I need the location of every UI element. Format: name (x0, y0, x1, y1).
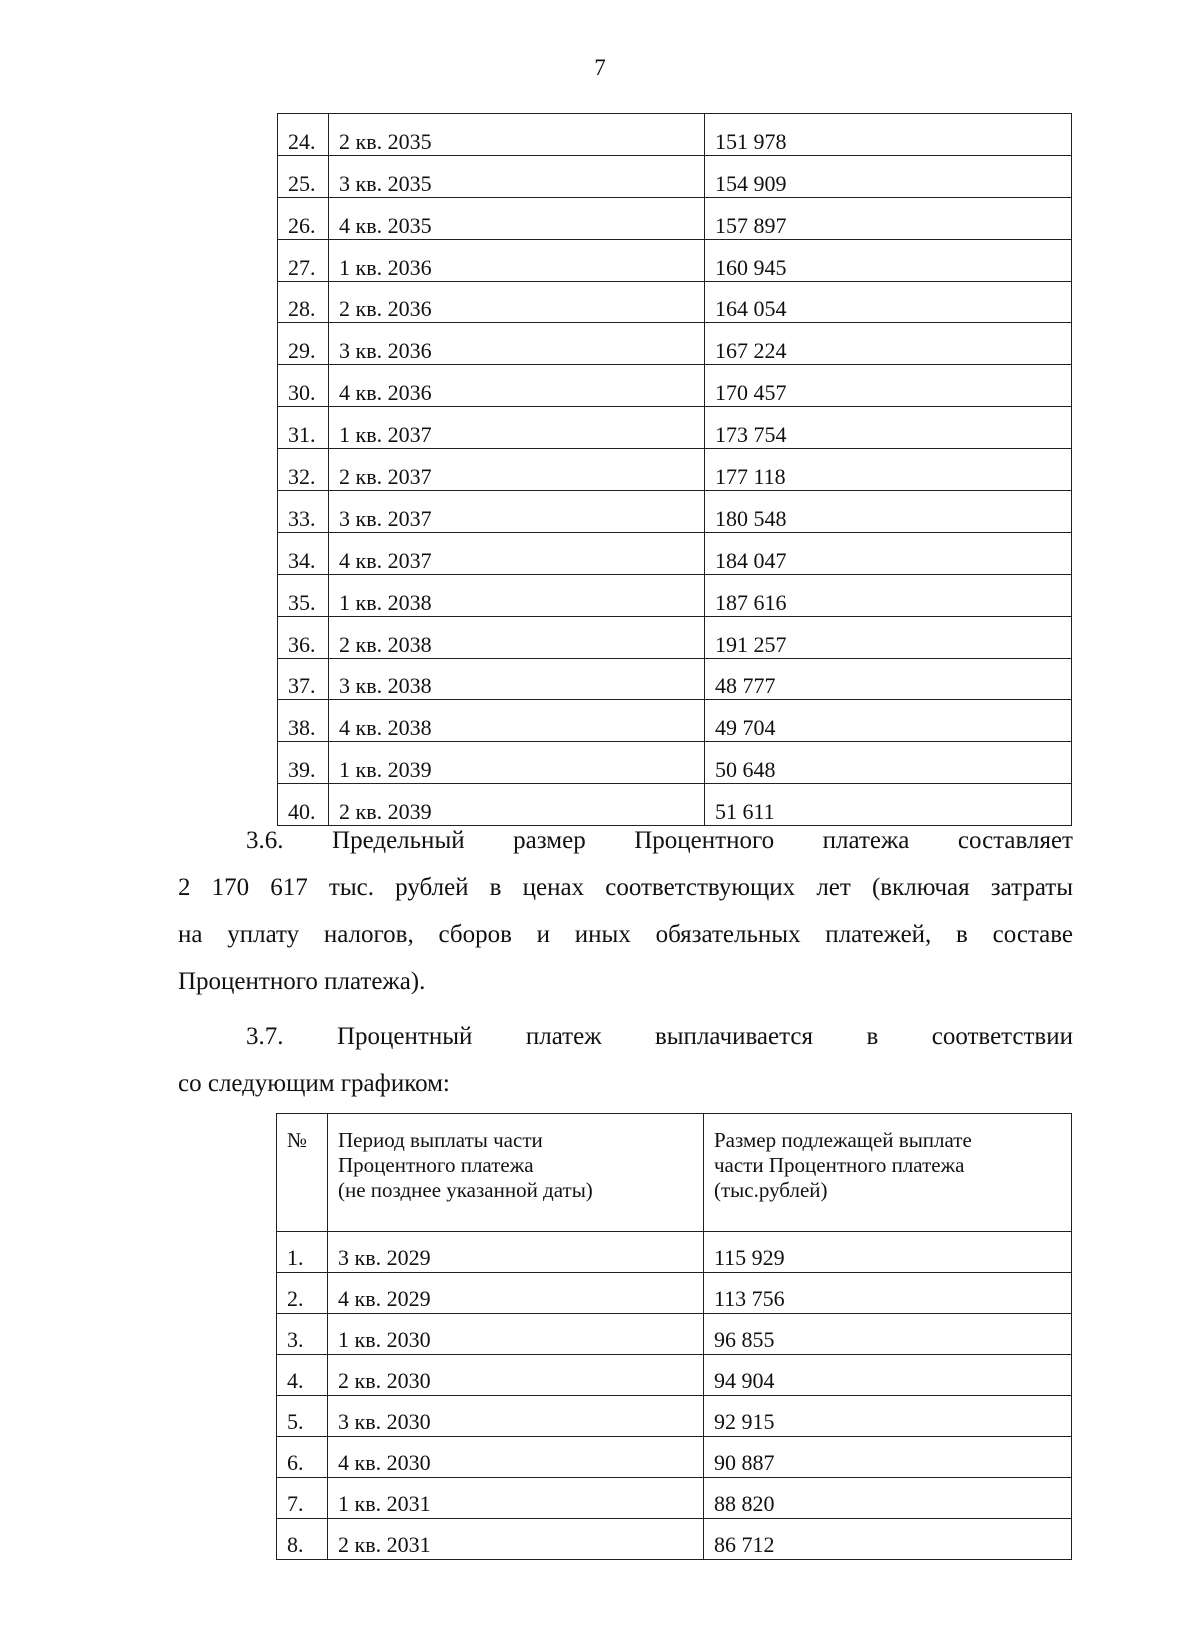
cell-amount: 177 118 (705, 449, 1072, 491)
cell-period: 1 кв. 2031 (328, 1478, 704, 1519)
cell-period: 3 кв. 2035 (329, 155, 705, 197)
paragraph-line: на уплату налогов, сборов и иных обязательных платежей, в составе (178, 921, 1073, 948)
header-period-line: Процентного платежа (338, 1153, 534, 1177)
table-row (278, 197, 1072, 239)
cell-period: 4 кв. 2035 (329, 197, 705, 239)
cell-amount: 115 929 (704, 1232, 1072, 1273)
cell-period: 3 кв. 2029 (328, 1232, 704, 1273)
table-row (278, 700, 1072, 742)
cell-num: 4. (277, 1355, 328, 1396)
cell-amount: 184 047 (705, 532, 1072, 574)
cell-num: 39. (278, 742, 329, 784)
table-row (277, 1232, 1072, 1273)
header-amount-line: части Процентного платежа (714, 1153, 965, 1177)
paragraph-line: со следующим графиком: (178, 1070, 450, 1097)
cell-num: 6. (277, 1437, 328, 1478)
paragraph-line: 3.6. Предельный размер Процентного платежа составляет (246, 827, 1073, 854)
paragraph-line: 2 170 617 тыс. рублей в ценах соответствующих лет (включая затраты (178, 874, 1073, 901)
header-amount-line: (тыс.рублей) (714, 1178, 828, 1202)
table-row (278, 616, 1072, 658)
header-period (328, 1114, 704, 1232)
table-row (277, 1519, 1072, 1560)
cell-period: 1 кв. 2030 (328, 1314, 704, 1355)
cell-num: 34. (278, 532, 329, 574)
cell-num: 36. (278, 616, 329, 658)
cell-num: 24. (278, 114, 329, 156)
payment-schedule-table-continued (277, 113, 1072, 826)
cell-amount: 160 945 (705, 239, 1072, 281)
cell-amount: 92 915 (704, 1396, 1072, 1437)
cell-amount: 187 616 (705, 574, 1072, 616)
cell-amount: 96 855 (704, 1314, 1072, 1355)
paragraph-line: Процентного платежа). (178, 968, 426, 995)
table-row (277, 1437, 1072, 1478)
cell-num: 37. (278, 658, 329, 700)
cell-num: 32. (278, 449, 329, 491)
cell-amount: 86 712 (704, 1519, 1072, 1560)
cell-amount: 50 648 (705, 742, 1072, 784)
table-row (278, 281, 1072, 323)
header-num: № (277, 1114, 328, 1232)
cell-amount: 113 756 (704, 1273, 1072, 1314)
cell-amount: 49 704 (705, 700, 1072, 742)
cell-amount: 151 978 (705, 114, 1072, 156)
table-row (278, 114, 1072, 156)
table-row (277, 1478, 1072, 1519)
header-period-line: (не позднее указанной даты) (338, 1178, 593, 1202)
cell-period: 3 кв. 2030 (328, 1396, 704, 1437)
cell-num: 25. (278, 155, 329, 197)
table-row (278, 449, 1072, 491)
table-row (278, 239, 1072, 281)
cell-period: 3 кв. 2036 (329, 323, 705, 365)
cell-amount: 173 754 (705, 407, 1072, 449)
cell-num: 31. (278, 407, 329, 449)
cell-period: 2 кв. 2037 (329, 449, 705, 491)
header-amount (704, 1114, 1072, 1232)
page-number: 7 (594, 55, 606, 80)
paragraph-3-7 (178, 1013, 1073, 1107)
cell-period: 2 кв. 2031 (328, 1519, 704, 1560)
cell-period: 2 кв. 2038 (329, 616, 705, 658)
table-row (278, 742, 1072, 784)
cell-amount: 48 777 (705, 658, 1072, 700)
cell-num: 3. (277, 1314, 328, 1355)
cell-period: 4 кв. 2037 (329, 532, 705, 574)
table-row (277, 1314, 1072, 1355)
table-row (278, 658, 1072, 700)
cell-period: 2 кв. 2036 (329, 281, 705, 323)
cell-num: 35. (278, 574, 329, 616)
cell-num: 2. (277, 1273, 328, 1314)
cell-period: 4 кв. 2029 (328, 1273, 704, 1314)
cell-num: 33. (278, 491, 329, 533)
table-header-row (277, 1114, 1072, 1232)
cell-period: 4 кв. 2030 (328, 1437, 704, 1478)
interest-payment-schedule-table (276, 1113, 1072, 1560)
cell-period: 1 кв. 2039 (329, 742, 705, 784)
cell-amount: 164 054 (705, 281, 1072, 323)
paragraph-line: 3.7. Процентный платеж выплачивается в соответствии (246, 1023, 1073, 1050)
cell-period: 4 кв. 2036 (329, 365, 705, 407)
cell-num: 1. (277, 1232, 328, 1273)
table-row (277, 1273, 1072, 1314)
cell-period: 3 кв. 2038 (329, 658, 705, 700)
cell-amount: 191 257 (705, 616, 1072, 658)
cell-period: 1 кв. 2036 (329, 239, 705, 281)
cell-amount: 88 820 (704, 1478, 1072, 1519)
cell-num: 29. (278, 323, 329, 365)
table-row (277, 1355, 1072, 1396)
paragraph-3-6 (178, 817, 1073, 1005)
cell-num: 27. (278, 239, 329, 281)
cell-num: 8. (277, 1519, 328, 1560)
cell-num: 38. (278, 700, 329, 742)
cell-amount: 90 887 (704, 1437, 1072, 1478)
table-row (278, 323, 1072, 365)
cell-period: 2 кв. 2030 (328, 1355, 704, 1396)
table-row (278, 155, 1072, 197)
cell-num: 28. (278, 281, 329, 323)
cell-amount: 94 904 (704, 1355, 1072, 1396)
cell-num: 40. (278, 784, 329, 826)
cell-num: 5. (277, 1396, 328, 1437)
header-period-line: Период выплаты части (338, 1128, 543, 1152)
table-row (278, 407, 1072, 449)
table-row (277, 1396, 1072, 1437)
table-row (278, 365, 1072, 407)
cell-period: 1 кв. 2038 (329, 574, 705, 616)
cell-num: 7. (277, 1478, 328, 1519)
table-row (278, 491, 1072, 533)
cell-amount: 170 457 (705, 365, 1072, 407)
cell-period: 4 кв. 2038 (329, 700, 705, 742)
cell-amount: 157 897 (705, 197, 1072, 239)
cell-period: 2 кв. 2039 (329, 784, 705, 826)
cell-period: 2 кв. 2035 (329, 114, 705, 156)
table-row (278, 532, 1072, 574)
header-amount-line: Размер подлежащей выплате (714, 1128, 972, 1152)
table-row (278, 574, 1072, 616)
cell-num: 30. (278, 365, 329, 407)
cell-num: 26. (278, 197, 329, 239)
cell-period: 1 кв. 2037 (329, 407, 705, 449)
cell-amount: 167 224 (705, 323, 1072, 365)
cell-amount: 51 611 (705, 784, 1072, 826)
cell-amount: 180 548 (705, 491, 1072, 533)
cell-amount: 154 909 (705, 155, 1072, 197)
cell-period: 3 кв. 2037 (329, 491, 705, 533)
